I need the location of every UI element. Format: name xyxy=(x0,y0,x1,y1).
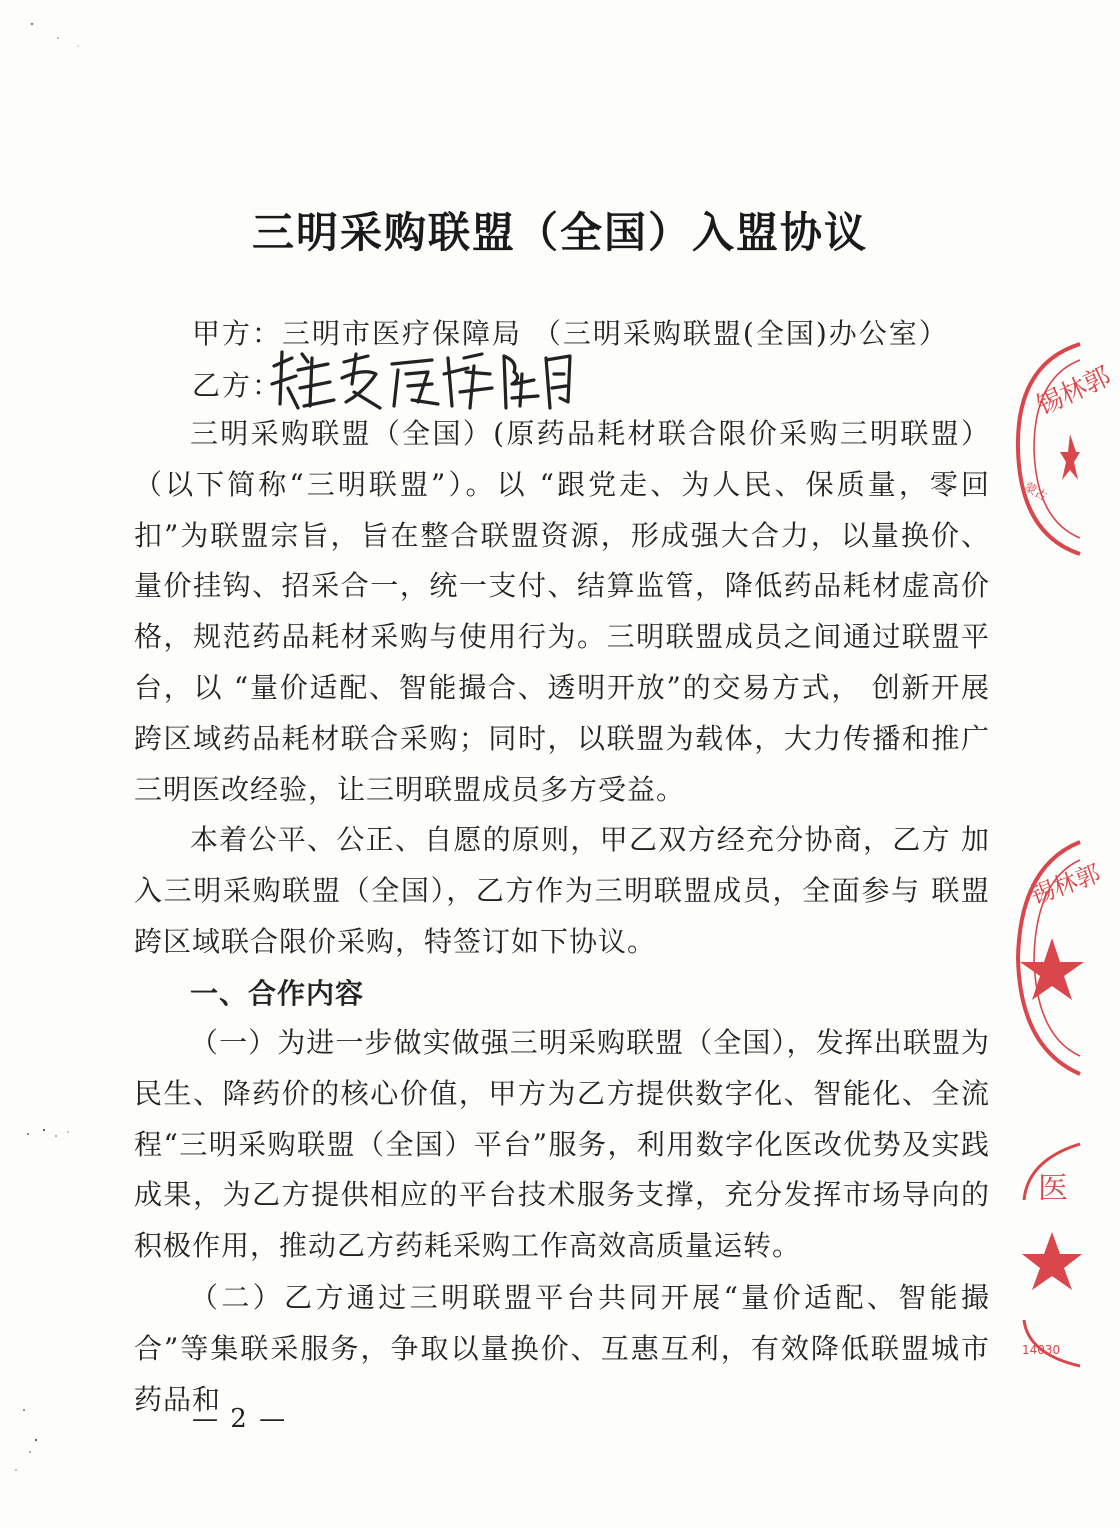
official-seal-fragment-icon xyxy=(1012,838,1104,1078)
svg-text:14030: 14030 xyxy=(1022,1343,1061,1357)
document-title: 三明采购联盟（全国）入盟协议 xyxy=(251,208,868,257)
scan-noise xyxy=(20,1120,80,1150)
clause-1-paragraph: （一）为进一步做实做强三明采购联盟（全国），发挥出联盟为民生、降药价的核心价值，甲方为乙方提供数字化、智能化、全流程“三明采购联盟（全国）平台”服务，利用数字化医改优势及实践成果，为乙方提供相应的平台技术服务支撑，充分发挥市场导向的积极作用，推动乙方药耗采购工作高效高质量运转。 xyxy=(134,1026,990,1263)
official-seal-fragment-icon xyxy=(1012,334,1116,564)
svg-text:蒙古: 蒙古 xyxy=(1021,479,1050,504)
scan-noise xyxy=(4,1400,64,1490)
scan-noise xyxy=(18,16,88,56)
svg-text:锡林郭: 锡林郭 xyxy=(1032,361,1116,422)
agreement-paragraph: 本着公平、公正、自愿的原则，甲乙双方经充分协商，乙方 加入三明采购联盟（全国），乙方作为三明联盟成员，全面参与 联盟跨区域联合限价采购，特签订如下协议。 xyxy=(134,823,990,958)
official-seal-fragment-icon xyxy=(1014,1140,1080,1370)
party-b-label: 乙方： xyxy=(192,369,283,402)
clause-2-paragraph: （二）乙方通过三明联盟平台共同开展“量价适配、智能撮合”等集联采服务，争取以量换价、互惠互利，有效降低联盟城市药品和 xyxy=(134,1281,990,1416)
svg-text:医: 医 xyxy=(1038,1171,1068,1206)
page-number: — 2 — xyxy=(192,1404,288,1434)
section-heading: 一、合作内容 xyxy=(190,977,365,1010)
intro-paragraph: 三明采购联盟（全国）(原药品耗材联合限价采购三明联盟）（以下简称“三明联盟”）。以 “跟党走、为人民、保质量，零回扣”为联盟宗旨，旨在整合联盟资源，形成强大合力，以量换价、量价挂钩、招采合一，统一支付、结算监管，降低药品耗材虚高价格，规范药品耗材采购与使用行为。三明联盟成员之间通过联盟平台，以 “量价适配、智能撮合、透明开放”的交易方式， 创新开展跨区域药品耗材联合采购；同时，以联盟为载体，大力传播和推广三明医改经验，让三明联盟成员多方受益。 xyxy=(134,417,990,806)
svg-text:锡林郭: 锡林郭 xyxy=(1026,859,1104,911)
party-a: 甲方：三明市医疗保障局 （三明采购联盟(全国)办公室） xyxy=(192,317,949,350)
